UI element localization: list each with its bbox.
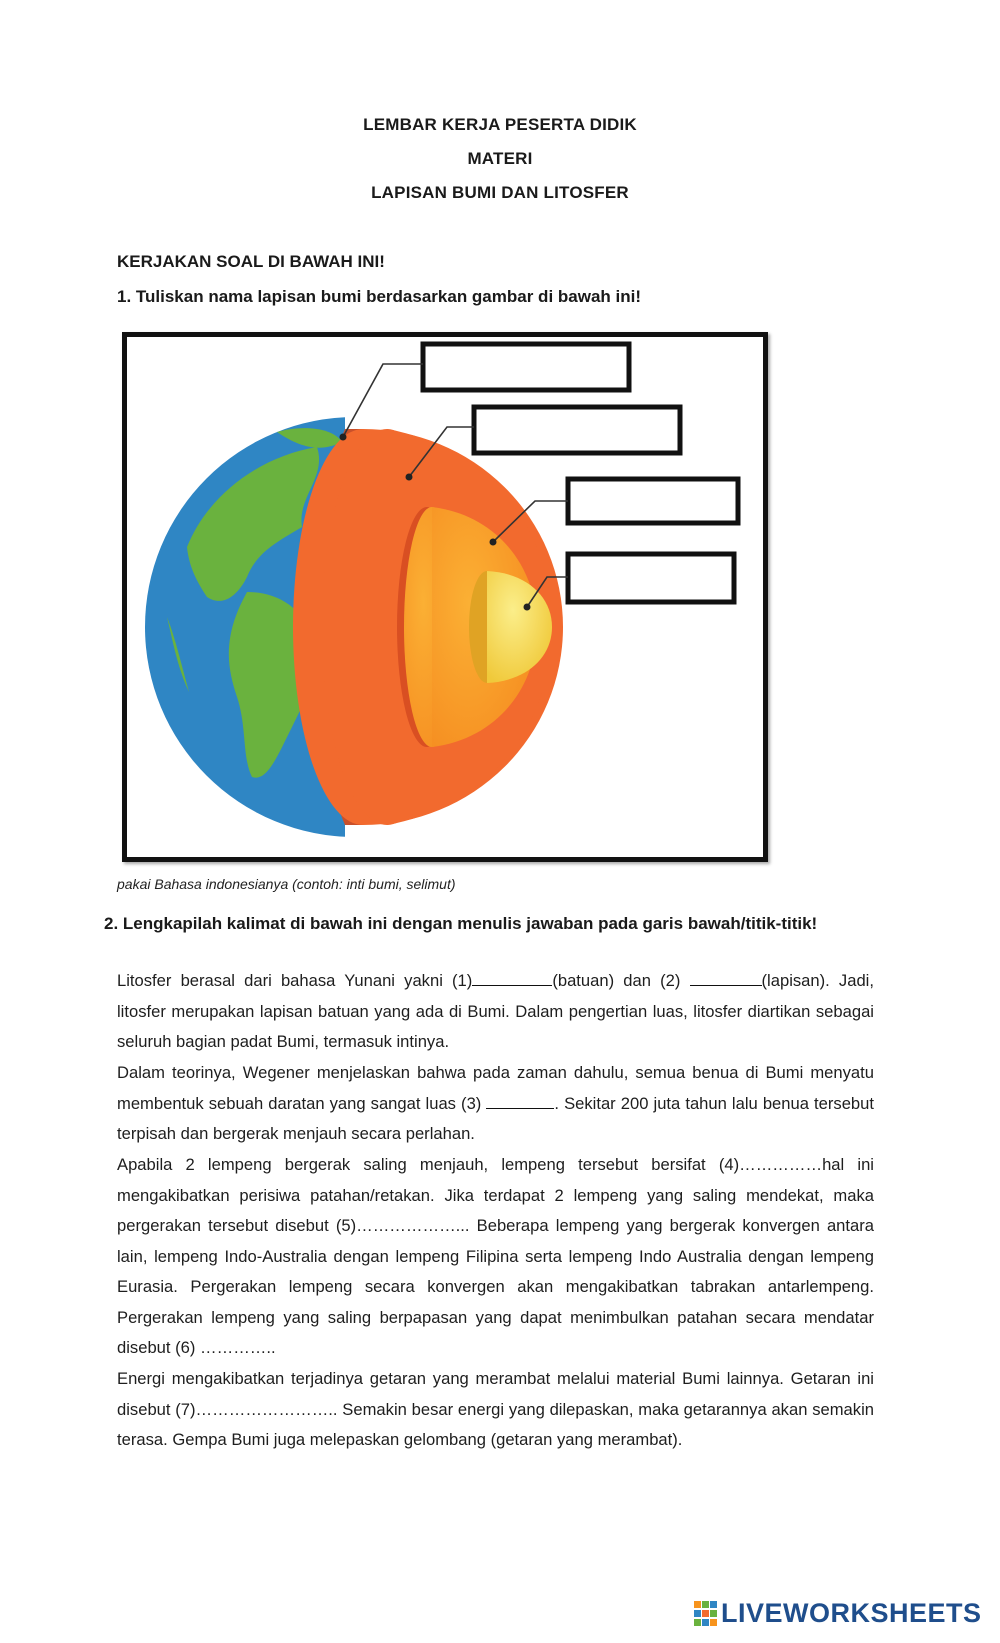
question-2-title: 2. Lengkapilah kalimat di bawah ini dengan menulis jawaban pada garis bawah/titik-titik!	[104, 914, 818, 933]
blank-1[interactable]	[472, 968, 552, 986]
header-subject: MATERI	[467, 149, 533, 168]
question-1-caption: pakai Bahasa indonesianya (contoh: inti bumi, selimut)	[117, 876, 456, 892]
paragraph-litosfer: Litosfer berasal dari bahasa Yunani yakni (1) (batuan) dan (2) (lapisan). Jadi, litosfer merupakan lapisan batuan yang ada di Bumi. Dalam pengertian luas, litosfer diartikan sebagai seluruh bagian padat Bumi, termasuk intinya.	[117, 966, 874, 1058]
blank-2[interactable]	[690, 968, 762, 986]
header-title: LEMBAR KERJA PESERTA DIDIK	[363, 115, 637, 134]
question-1-title: 1. Tuliskan nama lapisan bumi berdasarkan gambar di bawah ini!	[117, 287, 642, 306]
earth-layers-diagram	[122, 332, 768, 862]
label-box-crust[interactable]	[423, 344, 629, 390]
paragraph-gempa: Energi mengakibatkan terjadinya getaran yang merambat melalui material Bumi lainnya. Getaran ini disebut (7)…………………….. Semakin besar energi yang dilepaskan, maka getarannya akan semakin terasa. Gempa Bumi juga melepaskan gelombang (getaran yang merambat).	[117, 1369, 874, 1449]
label-box-outer-core[interactable]	[568, 479, 738, 523]
earth-layers-illustration	[127, 337, 763, 857]
paragraph-lempeng: Apabila 2 lempeng bergerak saling menjauh, lempeng tersebut bersifat (4)……………hal ini mengakibatkan perisiwa patahan/retakan. Jika terdapat 2 lempeng yang saling mendekat, maka pergerakan tersebut disebut (5)………………... Beberapa lempeng yang bergerak konvergen antara lain, lempeng Indo-Australia dengan lempeng Filipina serta lempeng Indo Australia dengan lempeng Eurasia. Pergerakan lempeng secara konvergen akan mengakibatkan tabrakan antarlempeng. Pergerakan lempeng yang saling berpapasan yang dapat menimbulkan patahan secara mendatar disebut (6) …………..	[117, 1155, 874, 1357]
instruction: KERJAKAN SOAL DI BAWAH INI!	[117, 252, 385, 271]
header-topic: LAPISAN BUMI DAN LITOSFER	[371, 183, 629, 202]
liveworksheets-logo	[694, 1598, 982, 1629]
blank-3[interactable]	[486, 1091, 554, 1109]
logo-text: LIVEWORKSHEETS	[721, 1598, 982, 1628]
label-box-inner-core[interactable]	[568, 554, 734, 602]
label-box-mantle[interactable]	[474, 407, 680, 453]
logo-icon	[694, 1601, 718, 1627]
paragraph-wegener: Dalam teorinya, Wegener menjelaskan bahwa pada zaman dahulu, semua benua di Bumi menyatu membentuk sebuah daratan yang sangat luas (3) . Sekitar 200 juta tahun lalu benua tersebut terpisah dan bergerak menjauh secara perlahan.	[117, 1063, 874, 1143]
